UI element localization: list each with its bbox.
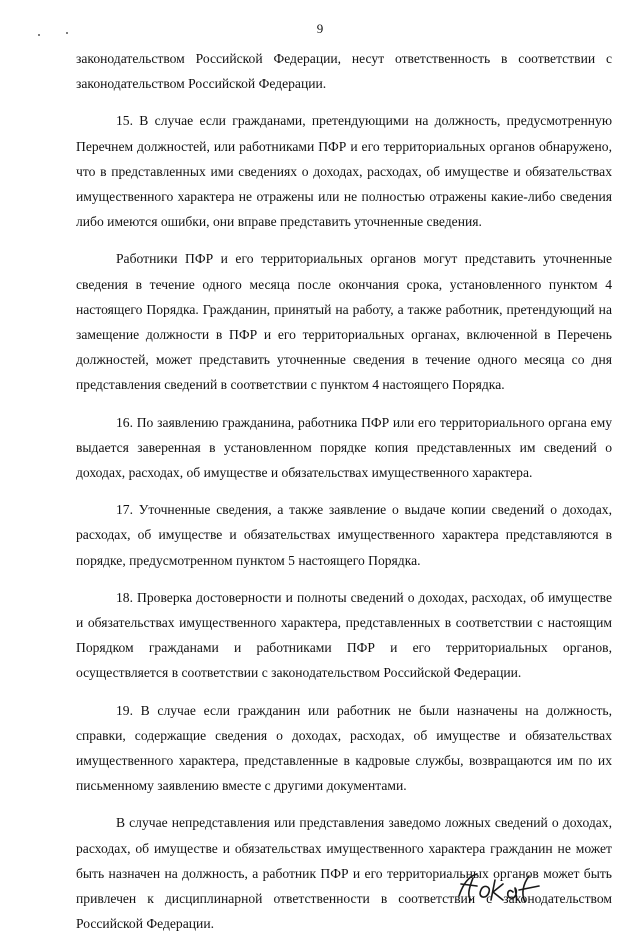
paragraph: 17. Уточненные сведения, а также заявление о выдаче копии сведений о доходах, расходах, об имуществе и обязательствах имущественного характера представляются в порядке, предусмотренном пунктом 5 настоящего Порядка.: [76, 502, 612, 568]
handwritten-signature: [455, 870, 545, 904]
paragraph: 16. По заявлению гражданина, работника ПФР или его территориального органа ему выдается заверенная в установленном порядке копия представленных им сведений о доходах, расходах, об имуществе и обязательствах имущественного характера.: [76, 414, 612, 481]
scan-speck: [66, 32, 68, 34]
paragraph: Работники ПФР и его территориальных органов могут представить уточненные сведения в течение одного месяца после окончания срока, установленного пунктом 4 настоящего Порядка. Гражданин, принятый на работу, а также работник, претендующий на замещение должности в ПФР и его территориальных органах, включенной в Перечень должностей, может представить уточненные сведения в течение одного месяца со дня представления сведений в соответствии с пунктом 4 настоящего Порядка.: [76, 251, 612, 393]
paragraph: 18. Проверка достоверности и полноты сведений о доходах, расходах, об имуществе и обязательствах имущественного характера, представленных в соответствии с настоящим Порядком гражданами и работниками ПФР и его территориальных органов, осуществляется в соответствии с законодательством Российской Федерации.: [76, 589, 612, 681]
paragraph: 15. В случае если гражданами, претендующими на должность, предусмотренную Перечнем должностей, или работниками ПФР и его территориальных органов обнаружено, что в представленных ими сведениях о доходах, расходах, об имуществе и обязательствах имущественного характера не отражены или не полностью отражены какие-либо сведения либо имеются ошибки, они вправе представить уточненные сведения.: [76, 113, 612, 230]
paragraph: законодательством Российской Федерации, несут ответственность в соответствии с законодательством Российской Федерации.: [76, 51, 612, 92]
scan-speck: [38, 34, 40, 36]
paragraph: 19. В случае если гражданин или работник не были назначены на должность, справки, содержащие сведения о доходах, расходах, об имуществе и обязательствах имущественного характера, представленные в кадровые службы, возвращаются им по их письменному заявлению вместе с другими документами.: [76, 702, 612, 794]
document-body: [76, 46, 612, 949]
paragraph: В случае непредставления или представления заведомо ложных сведений о доходах, расходах, об имуществе и обязательствах имущественного характера гражданин не может быть назначен на должность, а работник ПФР и его территориальных органов может быть привлечен к дисциплинарной ответственности в соответствии с законодательством Российской Федерации.: [76, 815, 612, 932]
page-number: 9: [316, 21, 324, 36]
